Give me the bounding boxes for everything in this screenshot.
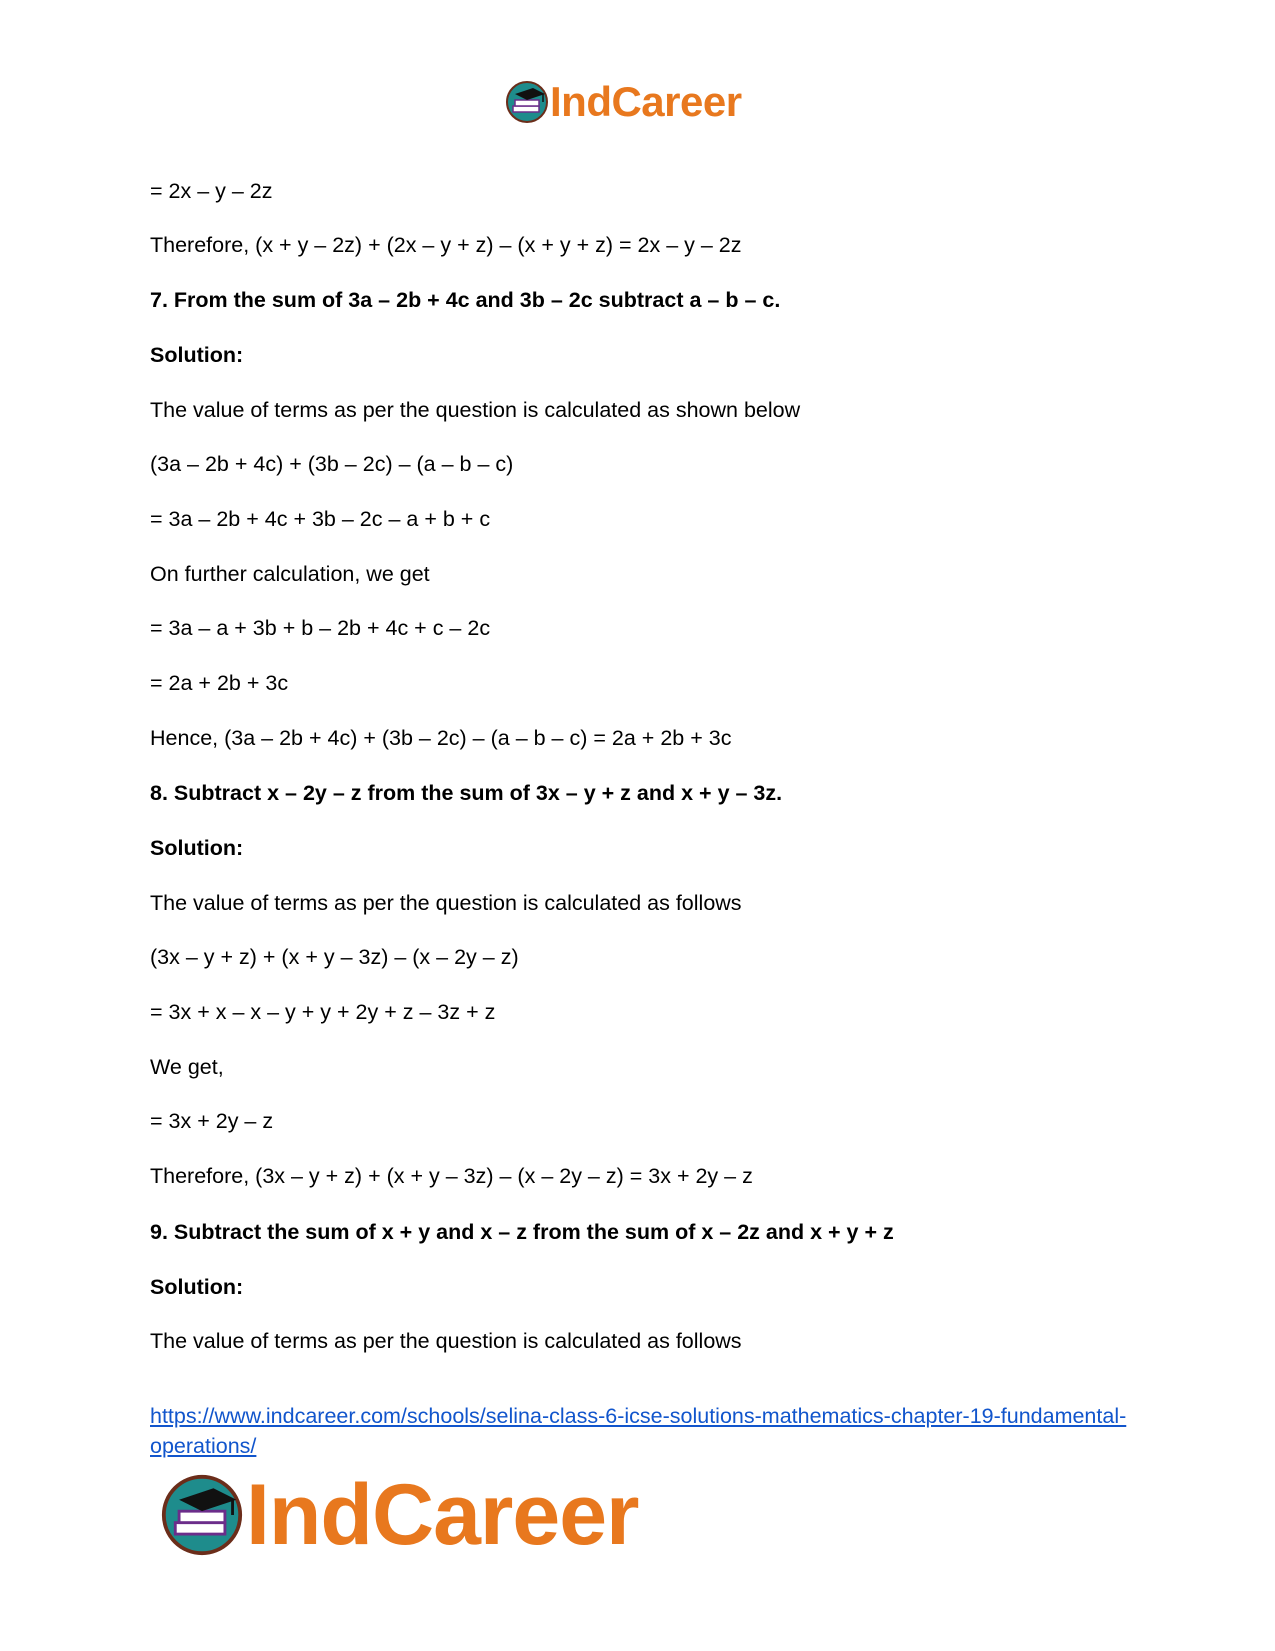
text-line: The value of terms as per the question is calculated as follows	[150, 891, 742, 915]
footer-logo	[160, 1468, 639, 1562]
equation-line: = 2a + 2b + 3c	[150, 671, 289, 695]
text-line: = 2x – y – 2z	[150, 179, 273, 203]
source-url-link[interactable]: https://www.indcareer.com/schools/selina-class-6-icse-solutions-mathematics-chapter-19-fundamental-operations/	[150, 1404, 1127, 1458]
text-line: We get,	[150, 1055, 224, 1079]
equation-line: = 3a – a + 3b + b – 2b + 4c + c – 2c	[150, 616, 491, 640]
equation-line: = 3x + x – x – y + y + 2y + z – 3z + z	[150, 1000, 496, 1024]
text-line: Hence, (3a – 2b + 4c) + (3b – 2c) – (a – b – c) = 2a + 2b + 3c	[150, 726, 732, 750]
solution-label: Solution:	[150, 1275, 244, 1299]
question-heading: 9. Subtract the sum of x + y and x – z from the sum of x – 2z and x + y + z	[150, 1220, 894, 1244]
header-logo	[505, 78, 742, 126]
graduation-cap-book-icon	[160, 1473, 244, 1557]
equation-line: = 3a – 2b + 4c + 3b – 2c – a + b + c	[150, 507, 491, 531]
text-line: The value of terms as per the question is calculated as follows	[150, 1329, 742, 1353]
solution-label: Solution:	[150, 343, 244, 367]
equation-line: = 3x + 2y – z	[150, 1109, 274, 1133]
question-heading: 8. Subtract x – 2y – z from the sum of 3x – y + z and x + y – 3z.	[150, 781, 783, 805]
graduation-cap-book-icon	[505, 80, 549, 124]
text-line: The value of terms as per the question is calculated as shown below	[150, 398, 801, 422]
solution-label: Solution:	[150, 836, 244, 860]
equation-line: (3x – y + z) + (x + y – 3z) – (x – 2y – z)	[150, 945, 519, 969]
text-line: Therefore, (x + y – 2z) + (2x – y + z) – (x + y + z) = 2x – y – 2z	[150, 233, 742, 257]
logo-wordmark: IndCareer	[550, 78, 742, 125]
text-line: On further calculation, we get	[150, 562, 430, 586]
equation-line: (3a – 2b + 4c) + (3b – 2c) – (a – b – c)	[150, 452, 514, 476]
logo-wordmark: IndCareer	[246, 1467, 639, 1563]
text-line: Therefore, (3x – y + z) + (x + y – 3z) – (x – 2y – z) = 3x + 2y – z	[150, 1164, 753, 1188]
question-heading: 7. From the sum of 3a – 2b + 4c and 3b – 2c subtract a – b – c.	[150, 288, 781, 312]
